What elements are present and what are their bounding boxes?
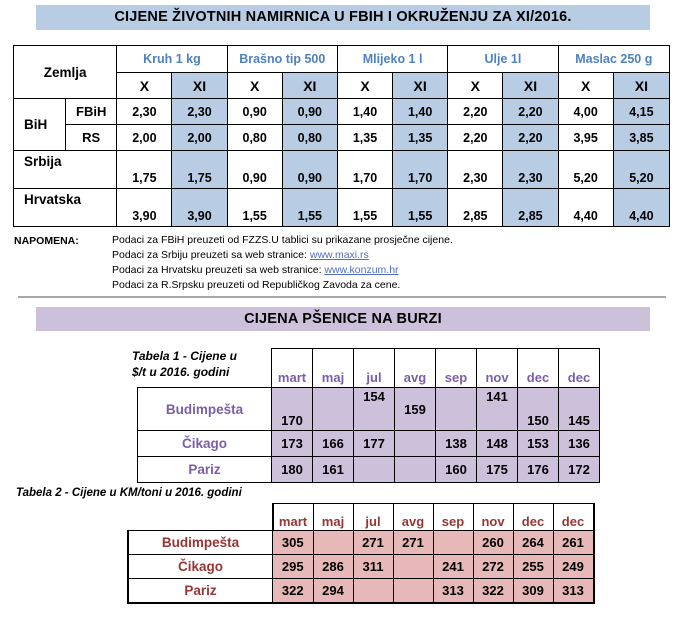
wheat1-budimpesta-5: 141 bbox=[477, 388, 518, 431]
header-zemlja: Zemlja bbox=[14, 46, 117, 99]
cell-fbih-0: 2,30 bbox=[117, 99, 172, 125]
wheat2-budimpesta-2: 271 bbox=[353, 531, 393, 555]
wheat1-pariz-6: 176 bbox=[518, 457, 559, 483]
header-product-2: Mlijeko 1 l bbox=[337, 46, 447, 73]
wheat2-col-3: avg bbox=[393, 504, 433, 531]
wheat2-cikago-2: 311 bbox=[353, 555, 393, 579]
cell-rs-8: 3,95 bbox=[558, 125, 613, 151]
wheat2-col-2: jul bbox=[353, 504, 393, 531]
wheat1-col-2: jul bbox=[354, 349, 395, 388]
wheat-section-banner: CIJENA PŠENICE NA BURZI bbox=[36, 307, 650, 331]
cell-rs-6: 2,20 bbox=[448, 125, 503, 151]
cell-rs-9: 3,85 bbox=[613, 125, 669, 151]
wheat-table-2-caption: Tabela 2 - Cijene u KM/toni u 2016. godini bbox=[16, 487, 242, 499]
header-month-x-0: X bbox=[117, 73, 172, 99]
header-month-x-3: X bbox=[448, 73, 503, 99]
cell-rs-7: 2,20 bbox=[503, 125, 558, 151]
note-line-4: Podaci za R.Srpsku preuzeti od Republičkog Zavoda za cene. bbox=[112, 279, 401, 291]
wheat2-col-5: nov bbox=[473, 504, 513, 531]
row-group-bih: BiH bbox=[14, 99, 66, 151]
wheat2-col-1: maj bbox=[313, 504, 353, 531]
cell-rs-3: 0,80 bbox=[282, 125, 337, 151]
wheat1-pariz-4: 160 bbox=[436, 457, 477, 483]
cell-hrvatska-0: 3,90 bbox=[117, 189, 172, 227]
header-month-xi-2: XI bbox=[393, 73, 448, 99]
wheat2-budimpesta-5: 260 bbox=[473, 531, 513, 555]
cell-hrvatska-7: 2,85 bbox=[503, 189, 558, 227]
wheat1-budimpesta-0: 170 bbox=[272, 388, 313, 431]
note-line-2-text: Podaci za Srbiju preuzeti sa web stranice: bbox=[112, 249, 310, 261]
wheat2-col-4: sep bbox=[433, 504, 473, 531]
wheat-table-1 bbox=[137, 348, 600, 483]
wheat1-budimpesta-7: 145 bbox=[559, 388, 600, 431]
wheat2-row-label-pariz: Pariz bbox=[128, 579, 273, 604]
wheat1-cikago-2: 177 bbox=[354, 431, 395, 457]
cell-hrvatska-5: 1,55 bbox=[393, 189, 448, 227]
wheat1-cikago-3 bbox=[395, 431, 436, 457]
wheat1-col-6: dec bbox=[518, 349, 559, 388]
wheat2-pariz-0: 322 bbox=[273, 579, 314, 604]
wheat1-col-0: mart bbox=[272, 349, 313, 388]
header-month-x-1: X bbox=[227, 73, 282, 99]
wheat2-cikago-3 bbox=[393, 555, 433, 579]
note-line-3-text: Podaci za Hrvatsku preuzeti sa web stranice: bbox=[112, 264, 325, 276]
wheat2-budimpesta-7: 261 bbox=[553, 531, 594, 555]
cell-fbih-7: 2,20 bbox=[503, 99, 558, 125]
wheat2-pariz-6: 309 bbox=[513, 579, 553, 604]
wheat2-cikago-7: 249 bbox=[553, 555, 594, 579]
wheat2-cikago-6: 255 bbox=[513, 555, 553, 579]
cell-fbih-3: 0,90 bbox=[282, 99, 337, 125]
header-month-xi-0: XI bbox=[172, 73, 227, 99]
cell-srbija-5: 1,70 bbox=[393, 151, 448, 189]
wheat2-pariz-3 bbox=[393, 579, 433, 604]
cell-rs-1: 2,00 bbox=[172, 125, 227, 151]
wheat1-pariz-3 bbox=[395, 457, 436, 483]
link-maxi-rs[interactable]: www.maxi.rs bbox=[309, 249, 369, 261]
cell-srbija-2: 0,90 bbox=[227, 151, 282, 189]
cell-fbih-8: 4,00 bbox=[558, 99, 613, 125]
cell-srbija-7: 2,30 bbox=[503, 151, 558, 189]
cell-srbija-4: 1,70 bbox=[337, 151, 392, 189]
table-header-row bbox=[128, 504, 594, 531]
wheat1-row-label-budimpesta: Budimpešta bbox=[138, 388, 272, 431]
header-month-x-2: X bbox=[337, 73, 392, 99]
header-month-x-4: X bbox=[558, 73, 613, 99]
wheat2-row-label-cikago: Čikago bbox=[128, 555, 273, 579]
wheat2-cikago-0: 295 bbox=[273, 555, 314, 579]
wheat-table-2 bbox=[127, 503, 595, 604]
wheat2-col-6: dec bbox=[513, 504, 553, 531]
section-divider bbox=[18, 296, 666, 298]
wheat1-col-7: dec bbox=[559, 349, 600, 388]
wheat-table-1-caption-line1: Tabela 1 - Cijene u bbox=[132, 349, 237, 363]
wheat1-cikago-4: 138 bbox=[436, 431, 477, 457]
header-product-3: Ulje 1l bbox=[448, 46, 558, 73]
notes-block bbox=[14, 233, 674, 293]
cell-srbija-8: 5,20 bbox=[558, 151, 613, 189]
wheat2-budimpesta-3: 271 bbox=[393, 531, 433, 555]
cell-fbih-4: 1,40 bbox=[337, 99, 392, 125]
table-row bbox=[128, 531, 594, 555]
table-row bbox=[14, 99, 670, 125]
cell-fbih-5: 1,40 bbox=[393, 99, 448, 125]
table-header-row-products bbox=[14, 46, 670, 73]
cell-hrvatska-1: 3,90 bbox=[172, 189, 227, 227]
header-month-xi-4: XI bbox=[613, 73, 669, 99]
wheat1-cikago-6: 153 bbox=[518, 431, 559, 457]
table-row bbox=[14, 125, 670, 151]
wheat2-pariz-4: 313 bbox=[433, 579, 473, 604]
wheat1-pariz-0: 180 bbox=[272, 457, 313, 483]
link-konzum-hr[interactable]: www.konzum.hr bbox=[324, 264, 399, 276]
header-month-xi-3: XI bbox=[503, 73, 558, 99]
wheat1-col-1: maj bbox=[313, 349, 354, 388]
notes-title: NAPOMENA: bbox=[14, 235, 79, 247]
wheat2-pariz-1: 294 bbox=[313, 579, 353, 604]
table-row bbox=[138, 431, 600, 457]
cell-rs-0: 2,00 bbox=[117, 125, 172, 151]
wheat1-pariz-1: 161 bbox=[313, 457, 354, 483]
wheat2-budimpesta-0: 305 bbox=[273, 531, 314, 555]
row-label-srbija: Srbija bbox=[14, 151, 117, 189]
notes-lines bbox=[112, 233, 674, 293]
wheat1-cikago-1: 166 bbox=[313, 431, 354, 457]
prices-section-banner: CIJENE ŽIVOTNIH NAMIRNICA U FBIH I OKRUŽENJU ZA XI/2016. bbox=[36, 5, 650, 30]
header-month-xi-1: XI bbox=[282, 73, 337, 99]
wheat-table-1-caption-line2: $/t u 2016. godini bbox=[132, 365, 230, 379]
cell-hrvatska-9: 4,40 bbox=[613, 189, 669, 227]
table-row bbox=[128, 579, 594, 604]
wheat1-budimpesta-2: 154 bbox=[354, 388, 395, 431]
cell-rs-2: 0,80 bbox=[227, 125, 282, 151]
cell-hrvatska-2: 1,55 bbox=[227, 189, 282, 227]
cell-hrvatska-6: 2,85 bbox=[448, 189, 503, 227]
cell-srbija-0: 1,75 bbox=[117, 151, 172, 189]
wheat2-budimpesta-4 bbox=[433, 531, 473, 555]
wheat1-budimpesta-6: 150 bbox=[518, 388, 559, 431]
note-line-3 bbox=[112, 263, 674, 278]
wheat2-caption-spacer bbox=[128, 504, 273, 531]
wheat1-budimpesta-3: 159 bbox=[395, 388, 436, 431]
cell-hrvatska-3: 1,55 bbox=[282, 189, 337, 227]
wheat1-col-5: nov bbox=[477, 349, 518, 388]
row-label-rs: RS bbox=[66, 125, 117, 151]
cell-fbih-6: 2,20 bbox=[448, 99, 503, 125]
wheat1-budimpesta-4 bbox=[436, 388, 477, 431]
cell-rs-5: 1,35 bbox=[393, 125, 448, 151]
header-product-1: Brašno tip 500 bbox=[227, 46, 337, 73]
cell-srbija-1: 1,75 bbox=[172, 151, 227, 189]
price-table bbox=[13, 45, 670, 227]
wheat1-col-4: sep bbox=[436, 349, 477, 388]
wheat1-caption-spacer bbox=[138, 349, 272, 388]
header-product-4: Maslac 250 g bbox=[558, 46, 669, 73]
cell-fbih-2: 0,90 bbox=[227, 99, 282, 125]
cell-hrvatska-4: 1,55 bbox=[337, 189, 392, 227]
wheat1-pariz-7: 172 bbox=[559, 457, 600, 483]
wheat2-budimpesta-6: 264 bbox=[513, 531, 553, 555]
wheat1-col-3: avg bbox=[395, 349, 436, 388]
cell-fbih-9: 4,15 bbox=[613, 99, 669, 125]
cell-fbih-1: 2,30 bbox=[172, 99, 227, 125]
wheat1-cikago-0: 173 bbox=[272, 431, 313, 457]
note-line-2 bbox=[112, 248, 674, 263]
wheat2-pariz-2 bbox=[353, 579, 393, 604]
wheat2-pariz-5: 322 bbox=[473, 579, 513, 604]
wheat2-budimpesta-1 bbox=[313, 531, 353, 555]
cell-hrvatska-8: 4,40 bbox=[558, 189, 613, 227]
wheat1-row-label-pariz: Pariz bbox=[138, 457, 272, 483]
wheat1-row-label-cikago: Čikago bbox=[138, 431, 272, 457]
wheat1-cikago-7: 136 bbox=[559, 431, 600, 457]
wheat2-cikago-5: 272 bbox=[473, 555, 513, 579]
wheat2-cikago-4: 241 bbox=[433, 555, 473, 579]
wheat1-budimpesta-1 bbox=[313, 388, 354, 431]
cell-srbija-3: 0,90 bbox=[282, 151, 337, 189]
wheat2-cikago-1: 286 bbox=[313, 555, 353, 579]
row-label-fbih: FBiH bbox=[66, 99, 117, 125]
note-line-1: Podaci za FBiH preuzeti od FZZS.U tablici su prikazane prosječne cijene. bbox=[112, 234, 453, 246]
wheat1-pariz-2 bbox=[354, 457, 395, 483]
wheat1-cikago-5: 148 bbox=[477, 431, 518, 457]
wheat1-pariz-5: 175 bbox=[477, 457, 518, 483]
cell-rs-4: 1,35 bbox=[337, 125, 392, 151]
wheat2-col-0: mart bbox=[273, 504, 314, 531]
table-row bbox=[14, 151, 670, 189]
table-row bbox=[14, 189, 670, 227]
wheat2-pariz-7: 313 bbox=[553, 579, 594, 604]
wheat2-row-label-budimpesta: Budimpešta bbox=[128, 531, 273, 555]
table-row bbox=[138, 388, 600, 431]
wheat2-col-7: dec bbox=[553, 504, 594, 531]
table-row bbox=[128, 555, 594, 579]
cell-srbija-6: 2,30 bbox=[448, 151, 503, 189]
table-header-row bbox=[138, 349, 600, 388]
row-label-hrvatska: Hrvatska bbox=[14, 189, 117, 227]
cell-srbija-9: 5,20 bbox=[613, 151, 669, 189]
header-product-0: Kruh 1 kg bbox=[117, 46, 227, 73]
table-row bbox=[138, 457, 600, 483]
